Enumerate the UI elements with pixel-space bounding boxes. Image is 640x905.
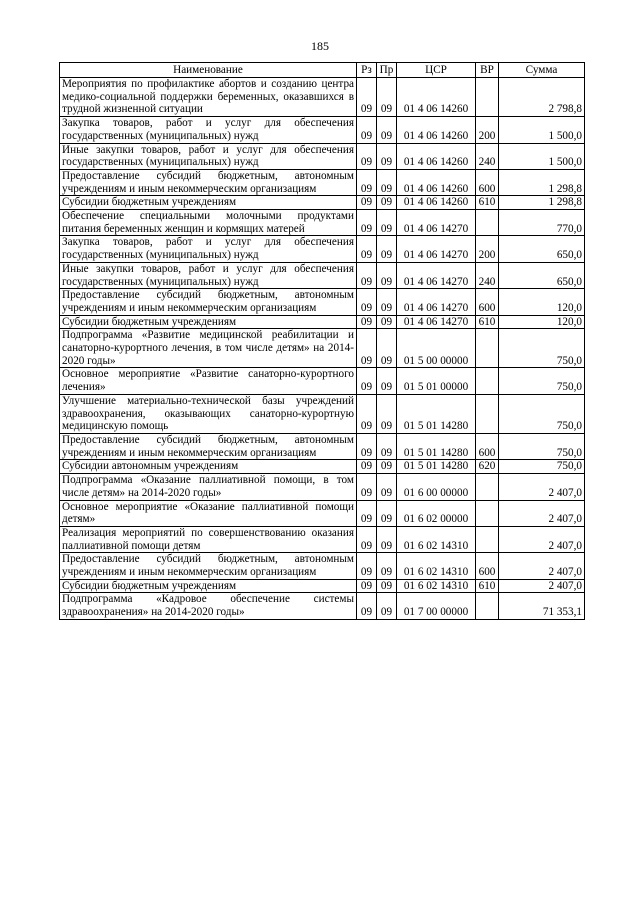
cell-csr: 01 4 06 14260 xyxy=(397,196,476,210)
cell-sum: 650,0 xyxy=(499,262,585,288)
cell-pr: 09 xyxy=(377,196,397,210)
table-row xyxy=(60,143,585,169)
cell-name: Подпрограмма «Развитие медицинской реабилитации и санаторно-курортного лечения, в том числе детям» на 2014-2020 годы» xyxy=(60,329,357,368)
cell-vr: 610 xyxy=(476,196,499,210)
table-row xyxy=(60,315,585,329)
cell-name: Основное мероприятие «Оказание паллиативной помощи детям» xyxy=(60,500,357,526)
table-row xyxy=(60,236,585,262)
cell-name: Мероприятия по профилактике абортов и созданию центра медико-социальной поддержки беременных, оказавшихся в трудной жизненной ситуации xyxy=(60,78,357,117)
cell-sum: 2 407,0 xyxy=(499,553,585,579)
cell-pr: 09 xyxy=(377,210,397,236)
cell-sum: 650,0 xyxy=(499,236,585,262)
header-csr: ЦСР xyxy=(397,63,476,78)
table-body xyxy=(60,78,585,620)
cell-vr xyxy=(476,329,499,368)
cell-vr: 600 xyxy=(476,553,499,579)
cell-pr: 09 xyxy=(377,236,397,262)
cell-name: Подпрограмма «Оказание паллиативной помощи, в том числе детям» на 2014-2020 годы» xyxy=(60,474,357,500)
cell-rz: 09 xyxy=(357,526,377,552)
cell-vr: 200 xyxy=(476,117,499,143)
cell-pr: 09 xyxy=(377,474,397,500)
cell-rz: 09 xyxy=(357,579,377,593)
cell-csr: 01 6 02 14310 xyxy=(397,579,476,593)
header-sum: Сумма xyxy=(499,63,585,78)
table-row xyxy=(60,593,585,619)
cell-vr: 240 xyxy=(476,143,499,169)
table-row xyxy=(60,78,585,117)
cell-vr: 620 xyxy=(476,460,499,474)
cell-sum: 750,0 xyxy=(499,433,585,459)
cell-name: Реализация мероприятий по совершенствованию оказания паллиативной помощи детям xyxy=(60,526,357,552)
cell-csr: 01 6 00 00000 xyxy=(397,474,476,500)
cell-csr: 01 4 06 14260 xyxy=(397,117,476,143)
cell-vr: 610 xyxy=(476,315,499,329)
cell-sum: 1 298,8 xyxy=(499,196,585,210)
cell-csr: 01 4 06 14260 xyxy=(397,78,476,117)
cell-rz: 09 xyxy=(357,368,377,394)
cell-rz: 09 xyxy=(357,474,377,500)
cell-csr: 01 4 06 14270 xyxy=(397,236,476,262)
cell-sum: 2 407,0 xyxy=(499,500,585,526)
cell-csr: 01 4 06 14260 xyxy=(397,143,476,169)
cell-vr xyxy=(476,500,499,526)
table-row xyxy=(60,433,585,459)
cell-rz: 09 xyxy=(357,460,377,474)
table-row xyxy=(60,169,585,195)
cell-sum: 2 798,8 xyxy=(499,78,585,117)
cell-name: Иные закупки товаров, работ и услуг для обеспечения государственных (муниципальных) нужд xyxy=(60,143,357,169)
cell-csr: 01 6 02 00000 xyxy=(397,500,476,526)
cell-vr xyxy=(476,368,499,394)
cell-pr: 09 xyxy=(377,143,397,169)
cell-vr xyxy=(476,593,499,619)
cell-sum: 2 407,0 xyxy=(499,579,585,593)
table-row xyxy=(60,526,585,552)
cell-name: Субсидии бюджетным учреждениям xyxy=(60,196,357,210)
cell-sum: 750,0 xyxy=(499,394,585,433)
cell-pr: 09 xyxy=(377,460,397,474)
table-row xyxy=(60,329,585,368)
cell-name: Закупка товаров, работ и услуг для обеспечения государственных (муниципальных) нужд xyxy=(60,117,357,143)
cell-csr: 01 5 01 14280 xyxy=(397,394,476,433)
cell-csr: 01 6 02 14310 xyxy=(397,526,476,552)
cell-sum: 71 353,1 xyxy=(499,593,585,619)
table-row xyxy=(60,474,585,500)
cell-csr: 01 5 01 14280 xyxy=(397,460,476,474)
cell-name: Предоставление субсидий бюджетным, автономным учреждениям и иным некоммерческим организациям xyxy=(60,553,357,579)
cell-pr: 09 xyxy=(377,593,397,619)
cell-csr: 01 5 00 00000 xyxy=(397,329,476,368)
cell-csr: 01 4 06 14270 xyxy=(397,262,476,288)
table-row xyxy=(60,394,585,433)
cell-sum: 750,0 xyxy=(499,460,585,474)
cell-pr: 09 xyxy=(377,433,397,459)
cell-rz: 09 xyxy=(357,236,377,262)
table-row xyxy=(60,460,585,474)
cell-sum: 2 407,0 xyxy=(499,526,585,552)
cell-vr: 600 xyxy=(476,169,499,195)
cell-rz: 09 xyxy=(357,117,377,143)
cell-name: Закупка товаров, работ и услуг для обеспечения государственных (муниципальных) нужд xyxy=(60,236,357,262)
cell-rz: 09 xyxy=(357,553,377,579)
cell-name: Предоставление субсидий бюджетным, автономным учреждениям и иным некоммерческим организациям xyxy=(60,433,357,459)
cell-pr: 09 xyxy=(377,579,397,593)
cell-csr: 01 4 06 14270 xyxy=(397,210,476,236)
cell-pr: 09 xyxy=(377,117,397,143)
cell-pr: 09 xyxy=(377,289,397,315)
cell-name: Предоставление субсидий бюджетным, автономным учреждениям и иным некоммерческим организациям xyxy=(60,289,357,315)
header-rz: Рз xyxy=(357,63,377,78)
header-name: Наименование xyxy=(60,63,357,78)
table-header-row xyxy=(60,63,585,78)
cell-rz: 09 xyxy=(357,315,377,329)
cell-sum: 2 407,0 xyxy=(499,474,585,500)
cell-name: Иные закупки товаров, работ и услуг для обеспечения государственных (муниципальных) нужд xyxy=(60,262,357,288)
cell-csr: 01 5 01 00000 xyxy=(397,368,476,394)
cell-rz: 09 xyxy=(357,262,377,288)
table-row xyxy=(60,368,585,394)
cell-name: Улучшение материально-технической базы учреждений здравоохранения, оказывающих санаторно-курортную медицинскую помощь xyxy=(60,394,357,433)
cell-sum: 750,0 xyxy=(499,329,585,368)
cell-csr: 01 7 00 00000 xyxy=(397,593,476,619)
cell-rz: 09 xyxy=(357,169,377,195)
cell-csr: 01 4 06 14260 xyxy=(397,169,476,195)
cell-rz: 09 xyxy=(357,78,377,117)
cell-name: Субсидии бюджетным учреждениям xyxy=(60,579,357,593)
table-row xyxy=(60,289,585,315)
cell-rz: 09 xyxy=(357,593,377,619)
cell-pr: 09 xyxy=(377,169,397,195)
cell-rz: 09 xyxy=(357,143,377,169)
header-pr: Пр xyxy=(377,63,397,78)
cell-csr: 01 6 02 14310 xyxy=(397,553,476,579)
cell-pr: 09 xyxy=(377,553,397,579)
cell-rz: 09 xyxy=(357,210,377,236)
header-vr: ВР xyxy=(476,63,499,78)
cell-csr: 01 5 01 14280 xyxy=(397,433,476,459)
table-row xyxy=(60,500,585,526)
cell-vr: 240 xyxy=(476,262,499,288)
budget-table xyxy=(59,62,585,620)
cell-csr: 01 4 06 14270 xyxy=(397,315,476,329)
table-row xyxy=(60,579,585,593)
cell-rz: 09 xyxy=(357,500,377,526)
cell-rz: 09 xyxy=(357,289,377,315)
cell-name: Субсидии бюджетным учреждениям xyxy=(60,315,357,329)
cell-sum: 120,0 xyxy=(499,315,585,329)
cell-vr xyxy=(476,210,499,236)
table-row xyxy=(60,553,585,579)
table-row xyxy=(60,196,585,210)
cell-vr: 610 xyxy=(476,579,499,593)
cell-vr: 600 xyxy=(476,289,499,315)
cell-sum: 1 500,0 xyxy=(499,117,585,143)
cell-name: Основное мероприятие «Развитие санаторно-курортного лечения» xyxy=(60,368,357,394)
table-row xyxy=(60,262,585,288)
cell-pr: 09 xyxy=(377,78,397,117)
cell-pr: 09 xyxy=(377,526,397,552)
cell-sum: 120,0 xyxy=(499,289,585,315)
cell-rz: 09 xyxy=(357,433,377,459)
cell-pr: 09 xyxy=(377,329,397,368)
cell-pr: 09 xyxy=(377,394,397,433)
cell-vr xyxy=(476,526,499,552)
table-row xyxy=(60,117,585,143)
table-row xyxy=(60,210,585,236)
cell-pr: 09 xyxy=(377,500,397,526)
cell-vr xyxy=(476,474,499,500)
cell-name: Обеспечение специальными молочными продуктами питания беременных женщин и кормящих матерей xyxy=(60,210,357,236)
cell-vr xyxy=(476,78,499,117)
cell-name: Субсидии автономным учреждениям xyxy=(60,460,357,474)
cell-sum: 750,0 xyxy=(499,368,585,394)
cell-name: Предоставление субсидий бюджетным, автономным учреждениям и иным некоммерческим организациям xyxy=(60,169,357,195)
cell-pr: 09 xyxy=(377,368,397,394)
cell-sum: 1 500,0 xyxy=(499,143,585,169)
cell-sum: 770,0 xyxy=(499,210,585,236)
cell-name: Подпрограмма «Кадровое обеспечение системы здравоохранения» на 2014-2020 годы» xyxy=(60,593,357,619)
cell-pr: 09 xyxy=(377,315,397,329)
page-number: 185 xyxy=(311,39,329,53)
cell-vr xyxy=(476,394,499,433)
cell-rz: 09 xyxy=(357,196,377,210)
cell-rz: 09 xyxy=(357,394,377,433)
cell-vr: 200 xyxy=(476,236,499,262)
cell-pr: 09 xyxy=(377,262,397,288)
cell-sum: 1 298,8 xyxy=(499,169,585,195)
cell-csr: 01 4 06 14270 xyxy=(397,289,476,315)
cell-rz: 09 xyxy=(357,329,377,368)
cell-vr: 600 xyxy=(476,433,499,459)
